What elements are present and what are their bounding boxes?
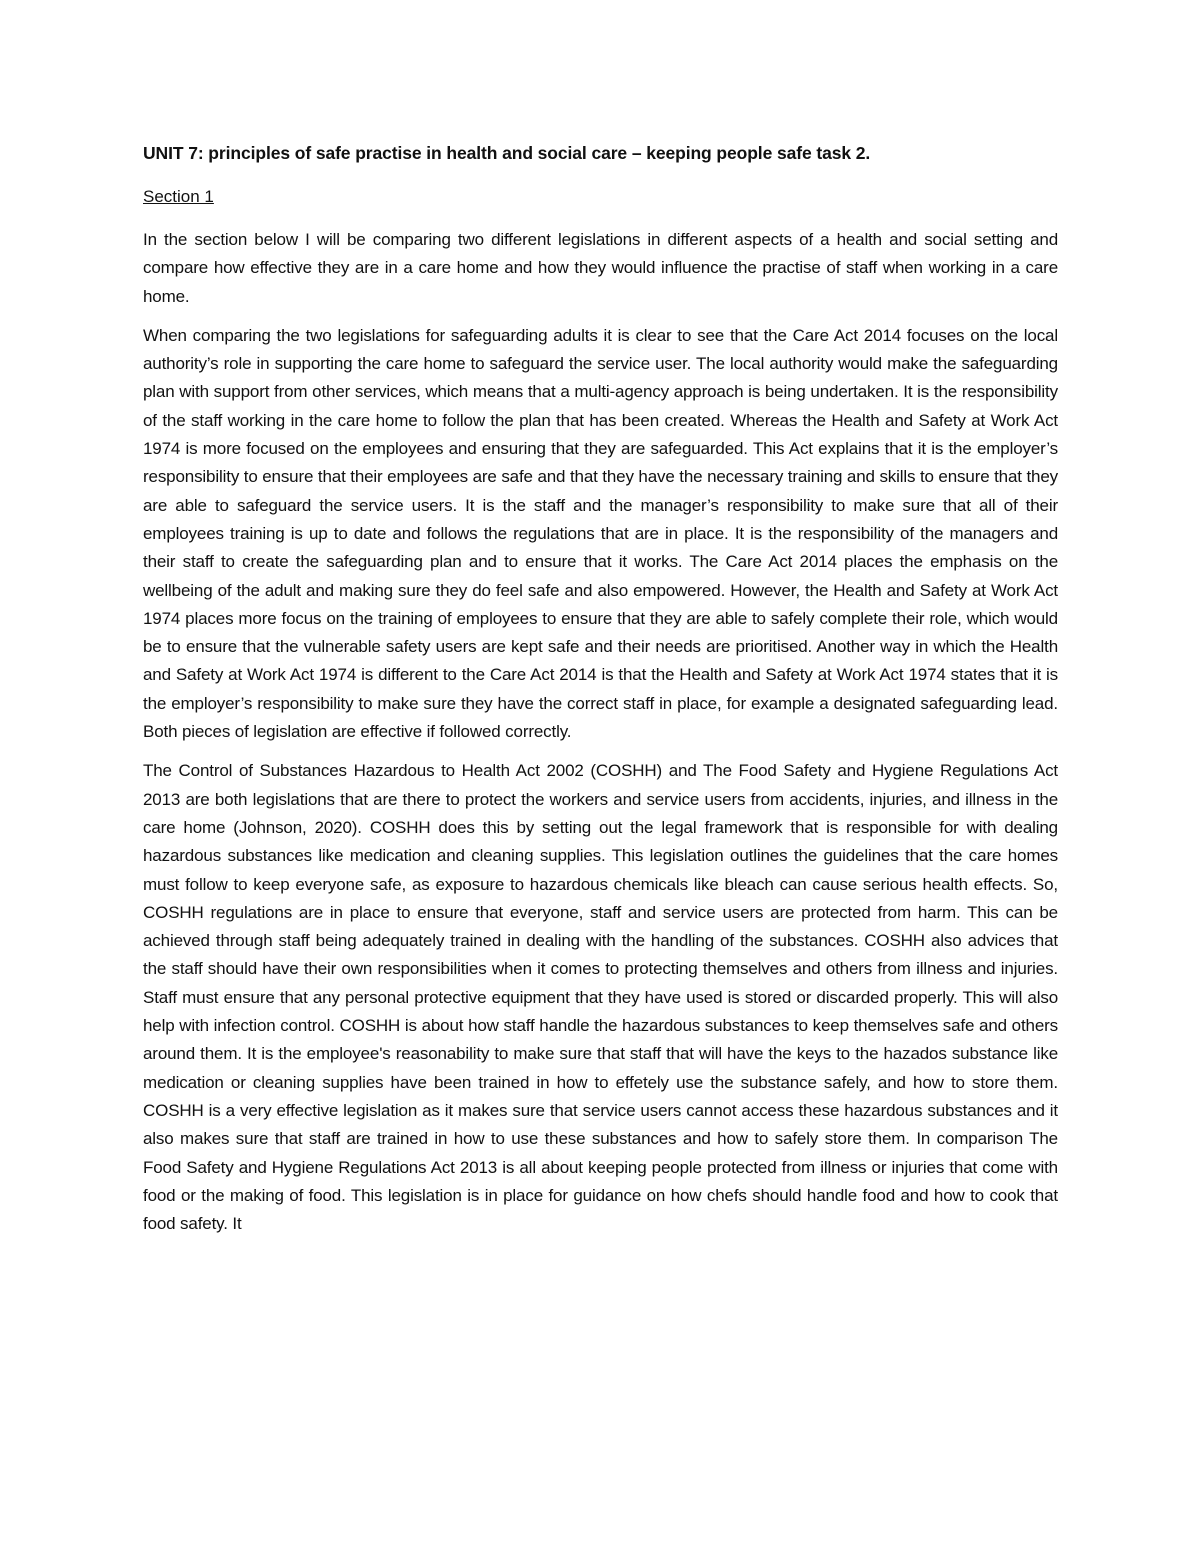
paragraph-coshh-food-safety: The Control of Substances Hazardous to Health Act 2002 (COSHH) and The Food Safety and Hygiene Regulations Act 2013 are both legislations that are there to protect the workers and service users from accidents, injuries, and illness in the care home (Johnson, 2020). COSHH does this by setting out the legal framework that is responsible for with dealing hazardous substances like medication and cleaning supplies. This legislation outlines the guidelines that the care homes must follow to keep everyone safe, as exposure to hazardous chemicals like bleach can cause serious health effects. So, COSHH regulations are in place to ensure that everyone, staff and service users are protected from harm. This can be achieved through staff being adequately trained in dealing with the handling of the substances. COSHH also advices that the staff should have their own responsibilities when it comes to protecting themselves and others from illness and injuries. Staff must ensure that any personal protective equipment that they have used is stored or discarded properly. This will also help with infection control. COSHH is about how staff handle the hazardous substances to keep themselves safe and others around them. It is the employee's reasonability to make sure that staff that will have the keys to the hazados substance like medication or cleaning supplies have been trained in how to effetely use the substance safely, and how to store them. COSHH is a very effective legislation as it makes sure that service users cannot access these hazardous substances and it also makes sure that staff are trained in how to use these substances and how to safely store them. In comparison The Food Safety and Hygiene Regulations Act 2013 is all about keeping people protected from illness or injuries that come with food or the making of food. This legislation is in place for guidance on how chefs should handle food and how to cook that food safety. It xyxy=(143,761,1058,1234)
section-heading: Section 1 xyxy=(143,187,214,206)
document-title: UNIT 7: principles of safe practise in health and social care – keeping people safe task 2. xyxy=(143,143,871,163)
document-body xyxy=(143,140,1058,1249)
paragraph-intro: In the section below I will be comparing two different legislations in different aspects of a health and social setting and compare how effective they are in a care home and how they would influence the practise of staff when working in a care home. xyxy=(143,230,1058,306)
paragraph-safeguarding-comparison: When comparing the two legislations for safeguarding adults it is clear to see that the Care Act 2014 focuses on the local authority’s role in supporting the care home to safeguard the service user. The local authority would make the safeguarding plan with support from other services, which means that a multi-agency approach is being undertaken. It is the responsibility of the staff working in the care home to follow the plan that has been created. Whereas the Health and Safety at Work Act 1974 is more focused on the employees and ensuring that they are safeguarded. This Act explains that it is the employer’s responsibility to ensure that their employees are safe and that they have the necessary training and skills to ensure that they are able to safeguard the service users. It is the staff and the manager’s responsibility to make sure that all of their employees training is up to date and follows the regulations that are in place. It is the responsibility of the managers and their staff to create the safeguarding plan and to ensure that it works. The Care Act 2014 places the emphasis on the wellbeing of the adult and making sure they do feel safe and also empowered. However, the Health and Safety at Work Act 1974 places more focus on the training of employees to ensure that they are able to safely complete their role, which would be to ensure that the vulnerable safety users are kept safe and their needs are prioritised. Another way in which the Health and Safety at Work Act 1974 is different to the Care Act 2014 is that the Health and Safety at Work Act 1974 states that it is the employer’s responsibility to make sure they have the correct staff in place, for example a designated safeguarding lead. Both pieces of legislation are effective if followed correctly. xyxy=(143,325,1058,742)
